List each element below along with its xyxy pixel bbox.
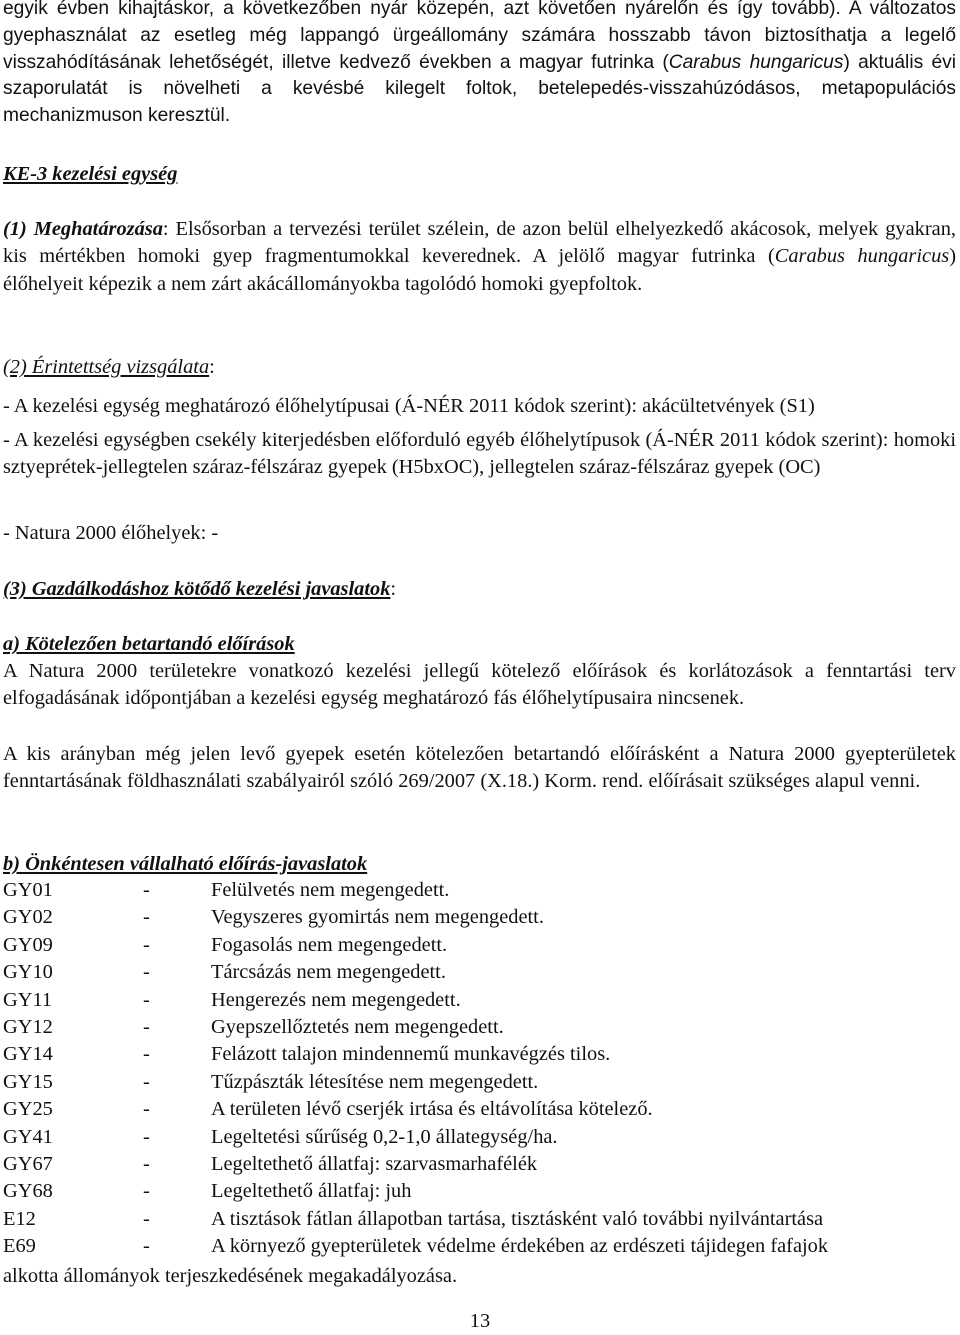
code-row: [3, 1124, 828, 1151]
code-cell: GY02: [3, 906, 53, 929]
code-row: [3, 932, 828, 959]
description-cell: Felázott talajon mindennemű munkavégzés tilos.: [211, 1043, 611, 1066]
code-cell: E12: [3, 1207, 36, 1230]
section-3-label: (3) Gazdálkodáshoz kötődő kezelési javaslatok: [3, 578, 391, 600]
code-row: [3, 1233, 828, 1260]
description-cell: Legeltetési sűrűség 0,2-1,0 állategység/ha.: [211, 1125, 558, 1148]
dash-cell: -: [143, 988, 150, 1011]
description-cell: Gyepszellőztetés nem megengedett.: [211, 1016, 504, 1039]
code-cell: E69: [3, 1235, 36, 1258]
subsection-b-title: [3, 851, 956, 878]
dash-cell: -: [143, 1207, 150, 1230]
prescription-code-table: [3, 877, 828, 1261]
dash-cell: -: [143, 961, 150, 984]
code-row: [3, 1096, 828, 1123]
code-cell: GY09: [3, 933, 53, 956]
dash-cell: -: [143, 1098, 150, 1121]
code-row: [3, 987, 828, 1014]
page-number: 13: [469, 1310, 491, 1332]
dash-cell: -: [143, 1016, 150, 1039]
intro-paragraph: [3, 0, 956, 130]
code-cell: GY12: [3, 1016, 53, 1039]
description-cell: Legeltethető állatfaj: juh: [211, 1180, 412, 1203]
code-row: [3, 1151, 828, 1178]
definition-species: Carabus hungaricus: [774, 245, 950, 268]
definition-text-1: : Elsősorban a tervezési terület szélein, de azon belül elhelyezkedő akácosok, melyek gyakran, kis mértékben homoki gyep fragmentumokkal keverednek. A jelölő magyar futrinka (: [3, 218, 956, 268]
section-3-colon: :: [390, 578, 397, 600]
section-2-heading: [3, 354, 215, 381]
intro-text-1: egyik évben kihajtáskor, a következőben nyár közepén, azt követően nyárelőn és így tovább). A változatos gyephasználat az esetleg még lappangó ürgeállomány számára hosszabb távon biztosíthatja a legelő visszahódításának lehetőségét, illetve kedvező években a magyar futrinka (: [3, 0, 956, 73]
code-row: [3, 1069, 828, 1096]
code-cell: GY14: [3, 1043, 53, 1066]
dash-cell: -: [143, 1180, 150, 1203]
code-cell: GY68: [3, 1180, 53, 1203]
dash-cell: -: [143, 906, 150, 929]
subsection-b-label: b) Önkéntesen vállalható előírás-javaslatok: [3, 853, 368, 875]
code-cell: GY15: [3, 1070, 53, 1093]
description-cell: Fogasolás nem megengedett.: [211, 933, 448, 956]
description-cell: Tárcsázás nem megengedett.: [211, 961, 446, 984]
intro-text-2: ) aktuális évi szaporulatát is növelheti a kevésbé kilegelt foltok, betelepedés-visszahúzódásos, metapopulációs mechanizmuson keresztül.: [3, 51, 956, 127]
code-row: [3, 959, 828, 986]
code-row: [3, 1014, 828, 1041]
habitat-line-2: - A kezelési egységben csekély kiterjedésben előforduló egyéb élőhelytípusok (Á-NÉR 2011 kódok szerint): homoki sztyeprétek-jellegtelen száraz-félszáraz gyepek (H5bxOC), jellegtelen száraz-félszáraz gyepek (OC): [3, 429, 956, 479]
definition-paragraph: [3, 216, 956, 298]
code-row: [3, 1206, 828, 1233]
code-cell: GY41: [3, 1125, 53, 1148]
subsection-a-paragraph-1: A Natura 2000 területekre vonatkozó kezelési jellegű kötelező előírások és korlátozások a fenntartási terv elfogadásának időpontjában a kezelési egység meghatározó fás élőhelytípusaira nincsenek.: [3, 660, 956, 710]
subsection-a-label: a) Kötelezően betartandó előírások: [3, 633, 295, 655]
intro-species: Carabus hungaricus: [668, 51, 844, 73]
dash-cell: -: [143, 933, 150, 956]
code-row: [3, 1041, 828, 1068]
section-2-colon: :: [209, 356, 215, 378]
dash-cell: -: [143, 879, 150, 901]
code-cell: GY67: [3, 1153, 53, 1176]
code-row: [3, 904, 828, 931]
section-2-label: (2) Érintettség vizsgálata: [3, 356, 210, 378]
final-line: alkotta állományok terjeszkedésének megakadályozása.: [3, 1265, 458, 1287]
code-cell: GY10: [3, 961, 53, 984]
code-cell: GY25: [3, 1098, 53, 1121]
definition-text-2: ) élőhelyeit képezik a nem zárt akácállományokba tagolódó homoki gyepfoltok.: [3, 245, 956, 295]
description-cell: Legeltethető állatfaj: szarvasmarhafélék: [211, 1153, 538, 1176]
code-row: [3, 877, 828, 904]
description-cell: Hengerezés nem megengedett.: [211, 988, 461, 1011]
description-cell: A tisztások fátlan állapotban tartása, tisztásként való további nyilvántartása: [211, 1207, 824, 1230]
habitat-line-1: - A kezelési egység meghatározó élőhelytípusai (Á-NÉR 2011 kódok szerint): akácültetvények (S1): [3, 395, 815, 417]
description-cell: Felülvetés nem megengedett.: [211, 879, 450, 901]
dash-cell: -: [143, 1235, 150, 1258]
section-title-ke3: KE-3 kezelési egység: [3, 163, 178, 185]
dash-cell: -: [143, 1070, 150, 1093]
subsection-a-title: [3, 631, 956, 658]
code-cell: GY11: [3, 988, 53, 1011]
dash-cell: -: [143, 1153, 150, 1176]
code-cell: GY01: [3, 879, 53, 901]
subsection-a-paragraph-2: A kis arányban még jelen levő gyepek esetén kötelezően betartandó előírásként a Natura 2000 gyepterületek fenntartásának földhasználati szabályairól szóló 269/2007 (X.18.) Korm. rend. előírásait szükséges alapul venni.: [3, 743, 956, 793]
definition-label: (1) Meghatározása: [3, 218, 163, 240]
description-cell: A területen lévő cserjék irtása és eltávolítása kötelező.: [211, 1098, 653, 1121]
dash-cell: -: [143, 1043, 150, 1066]
section-3-heading: [3, 576, 956, 603]
description-cell: Vegyszeres gyomirtás nem megengedett.: [211, 906, 544, 929]
code-row: [3, 1178, 828, 1205]
description-cell: A környező gyepterületek védelme érdekében az erdészeti tájidegen fafajok: [211, 1235, 829, 1258]
dash-cell: -: [143, 1125, 150, 1148]
habitat-line-3: - Natura 2000 élőhelyek: -: [3, 522, 219, 544]
description-cell: Tűzpászták létesítése nem megengedett.: [211, 1070, 539, 1093]
